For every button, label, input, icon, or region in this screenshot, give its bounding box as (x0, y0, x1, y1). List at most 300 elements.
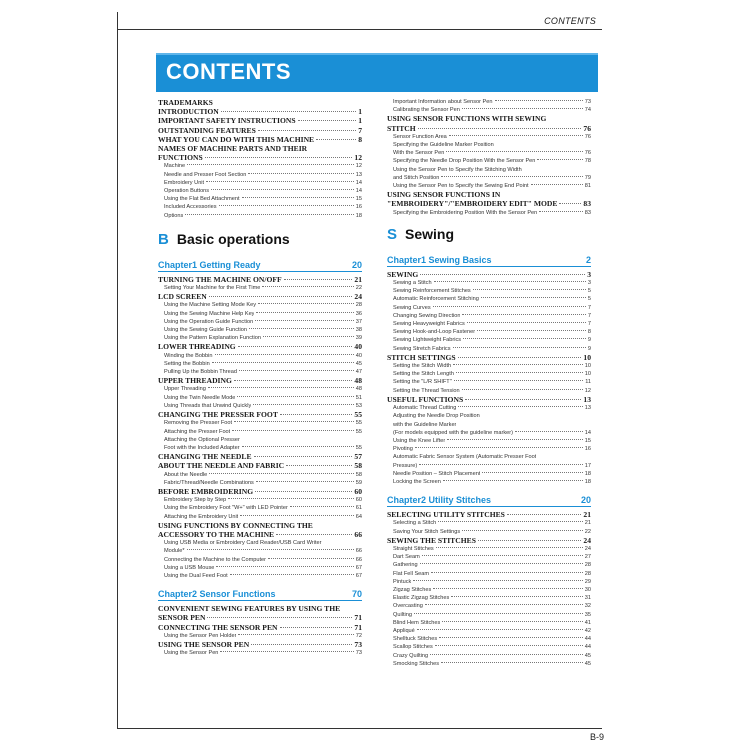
toc-entry[interactable] (387, 124, 591, 133)
entry-page: 31 (584, 595, 591, 602)
dot-leader (254, 456, 353, 457)
entry-page: 16 (584, 446, 591, 453)
toc-subentry[interactable] (387, 98, 591, 106)
section-name: Basic operations (176, 230, 290, 247)
toc-entry[interactable] (158, 153, 362, 162)
entry-page: 76 (583, 123, 591, 133)
toc-subentry[interactable] (387, 602, 591, 610)
chapter-title: Chapter2 Sensor Functions (158, 589, 276, 600)
toc-entry[interactable] (158, 107, 362, 116)
toc-entry[interactable] (158, 98, 362, 107)
entry-page: 1 (358, 116, 362, 126)
dot-leader (284, 279, 353, 280)
entry-page: 58 (354, 461, 362, 471)
toc-subentry[interactable] (387, 528, 591, 536)
entry-title: Sewing a Stitch (393, 280, 432, 287)
dot-leader (253, 404, 354, 405)
toc-subentry[interactable] (158, 428, 362, 436)
entry-page: 29 (584, 578, 591, 585)
dot-leader (255, 491, 352, 492)
entry-page: 18 (355, 212, 362, 219)
entry-title: with the Guideline Marker (393, 421, 457, 428)
entry-page: 12 (584, 387, 591, 394)
entry-title: USEFUL FUNCTIONS (387, 394, 464, 404)
dot-leader (415, 447, 583, 448)
toc-subentry[interactable] (158, 419, 362, 427)
entry-title: Pressure) (393, 462, 418, 469)
toc-subentry[interactable] (387, 345, 591, 353)
toc-subentry[interactable] (387, 429, 591, 437)
dot-leader (438, 521, 583, 522)
entry-page: 7 (587, 304, 591, 311)
entry-title: Using the Machine Setting Mode Key (164, 302, 257, 309)
dot-leader (255, 320, 354, 321)
entry-page: 15 (355, 196, 362, 203)
entry-page: 48 (355, 386, 362, 393)
entry-title: Attaching the Presser Foot (164, 428, 231, 435)
toc-subentry[interactable] (387, 519, 591, 527)
entry-page: 14 (355, 188, 362, 195)
toc-subentry[interactable] (387, 209, 591, 217)
entry-title: Automatic Fabric Sensor System (Automatic Presser Foot (393, 454, 537, 461)
dot-leader (234, 380, 353, 381)
front-matter-list (158, 98, 362, 220)
dot-leader (286, 465, 352, 466)
entry-title: Machine (164, 163, 186, 170)
toc-subentry[interactable] (158, 385, 362, 393)
entry-title: FUNCTIONS (158, 153, 203, 163)
entry-page: 21 (354, 274, 362, 284)
toc-subentry[interactable] (158, 496, 362, 504)
dot-leader (531, 184, 583, 185)
entry-page: 13 (583, 394, 591, 404)
toc-subentry[interactable] (387, 594, 591, 602)
entry-page: 14 (584, 429, 591, 436)
dot-leader (443, 480, 583, 481)
entry-title: Automatic Thread Cutting (393, 405, 457, 412)
toc-subentry[interactable] (387, 336, 591, 344)
dot-leader (215, 354, 354, 355)
toc-subentry[interactable] (387, 362, 591, 370)
entry-page: 48 (354, 376, 362, 386)
entry-page: 71 (354, 622, 362, 632)
chapter-title: Chapter2 Utility Stitches (387, 495, 492, 506)
toc-entry[interactable] (158, 521, 362, 530)
entry-title: Options (164, 212, 184, 219)
dot-leader (262, 286, 353, 287)
toc-entry[interactable] (158, 613, 362, 622)
entry-page: 37 (355, 318, 362, 325)
toc-entry[interactable] (387, 395, 591, 404)
toc-subentry[interactable] (387, 295, 591, 303)
entry-title: Included Accessories (164, 204, 217, 211)
dot-leader (419, 464, 583, 465)
dot-leader (298, 120, 357, 121)
dot-leader (422, 555, 583, 556)
toc-subentry[interactable] (158, 368, 362, 376)
toc-entry[interactable] (158, 640, 362, 649)
toc-subentry[interactable] (158, 195, 362, 203)
entry-title: LCD SCREEN (158, 292, 207, 302)
dot-leader (456, 372, 583, 373)
dot-leader (316, 139, 356, 140)
toc-subentry[interactable] (158, 471, 362, 479)
toc-subentry[interactable] (387, 174, 591, 182)
dot-leader (515, 431, 583, 432)
toc-subentry[interactable] (387, 404, 591, 412)
toc-entry[interactable] (387, 510, 591, 519)
toc-entry[interactable] (158, 604, 362, 613)
toc-subentry[interactable] (158, 212, 362, 220)
dot-leader (539, 211, 582, 212)
toc-entry[interactable] (158, 461, 362, 470)
toc-subentry[interactable] (387, 545, 591, 553)
dot-leader (463, 338, 586, 339)
entry-title: Foot with the Included Adapter (164, 444, 240, 451)
toc-subentry[interactable] (158, 513, 362, 521)
toc-entry[interactable] (158, 342, 362, 351)
dot-leader (232, 430, 354, 431)
entry-title: Gathering (393, 562, 418, 569)
banner-title: CONTENTS (166, 59, 291, 84)
toc-subentry[interactable] (387, 652, 591, 660)
toc-subentry[interactable] (387, 453, 591, 461)
dot-leader (420, 563, 583, 564)
toc-subentry[interactable] (158, 444, 362, 452)
dot-leader (238, 346, 353, 347)
dot-leader (280, 627, 353, 628)
dot-leader (221, 111, 356, 112)
toc-subentry[interactable] (387, 106, 591, 114)
entry-page: 72 (355, 632, 362, 639)
toc-subentry[interactable] (387, 387, 591, 395)
entry-title: Setting the Stitch Width (393, 363, 452, 370)
toc-subentry[interactable] (158, 394, 362, 402)
dot-leader (420, 274, 585, 275)
entry-page: 73 (354, 639, 362, 649)
left-column (158, 98, 362, 657)
entry-page: 79 (584, 174, 591, 181)
entry-title: Setting the "L/R SHIFT" (393, 379, 452, 386)
entry-title: Adjusting the Needle Drop Position (393, 413, 480, 420)
toc-entry[interactable] (387, 190, 591, 199)
toc-subentry[interactable] (158, 360, 362, 368)
toc-subentry[interactable] (158, 649, 362, 657)
toc-subentry[interactable] (387, 586, 591, 594)
chapter-heading-sewing-basics[interactable] (387, 255, 591, 267)
entry-page: 67 (355, 564, 362, 571)
toc-entry[interactable] (158, 487, 362, 496)
toc-entry[interactable] (158, 376, 362, 385)
entry-page: 5 (587, 296, 591, 303)
entry-title: UPPER THREADING (158, 376, 232, 386)
entry-page: 13 (355, 171, 362, 178)
toc-subentry[interactable] (158, 504, 362, 512)
toc-subentry[interactable] (158, 352, 362, 360)
entry-page: 7 (358, 125, 362, 135)
dot-leader (465, 399, 581, 400)
toc-subentry[interactable] (387, 320, 591, 328)
entry-page: 10 (584, 371, 591, 378)
toc-subentry[interactable] (158, 436, 362, 444)
dot-leader (242, 446, 354, 447)
entry-page: 17 (584, 462, 591, 469)
toc-subentry[interactable] (387, 470, 591, 478)
entry-page: 27 (584, 554, 591, 561)
toc-subentry[interactable] (387, 437, 591, 445)
entry-title: With the Sensor Pen (393, 150, 445, 157)
toc-subentry[interactable] (158, 162, 362, 170)
toc-subentry[interactable] (387, 660, 591, 668)
entry-title: Using the Embroidery Foot "W+" with LED Pointer (164, 505, 288, 512)
entry-title: Calibrating the Sensor Pen (393, 107, 460, 114)
entry-page: 22 (584, 528, 591, 535)
entry-title: LOWER THREADING (158, 342, 236, 352)
dot-leader (507, 514, 582, 515)
toc-subentry[interactable] (158, 301, 362, 309)
entry-title: SELECTING UTILITY STITCHES (387, 510, 505, 520)
dot-leader (207, 617, 352, 618)
entry-page: 55 (355, 444, 362, 451)
toc-subentry[interactable] (387, 619, 591, 627)
toc-subentry[interactable] (387, 141, 591, 149)
toc-subentry[interactable] (387, 462, 591, 470)
toc-subentry[interactable] (387, 445, 591, 453)
entry-title: and Stitch Position (393, 174, 440, 181)
entry-page: 35 (584, 611, 591, 618)
toc-subentry[interactable] (158, 318, 362, 326)
dot-leader (413, 580, 582, 581)
entry-page: 32 (584, 603, 591, 610)
entry-title: Overcasting (393, 603, 423, 610)
toc-entry[interactable] (387, 353, 591, 362)
entry-title: Smocking Stitches (393, 660, 440, 667)
toc-entry[interactable] (387, 270, 591, 279)
dot-leader (462, 314, 585, 315)
toc-subentry[interactable] (387, 635, 591, 643)
toc-subentry[interactable] (158, 572, 362, 580)
entry-page: 74 (584, 107, 591, 114)
entry-page: 8 (587, 329, 591, 336)
entry-title: Needle Position – Stitch Placement (393, 470, 481, 477)
dot-leader (442, 621, 583, 622)
toc-subentry[interactable] (387, 421, 591, 429)
toc-entry[interactable] (158, 292, 362, 301)
toc-subentry[interactable] (158, 334, 362, 342)
entry-title: CONVENIENT SEWING FEATURES BY USING THE (158, 604, 341, 614)
toc-entry[interactable] (387, 199, 591, 208)
entry-title: Winding the Bobbin (164, 352, 213, 359)
entry-title: Using the Sewing Machine Help Key (164, 310, 255, 317)
toc-subentry[interactable] (387, 412, 591, 420)
entry-title: Blind Hem Stitches (393, 619, 441, 626)
entry-title: Operation Buttons (164, 188, 210, 195)
entry-title: NAMES OF MACHINE PARTS AND THEIR (158, 144, 308, 154)
toc-subentry[interactable] (158, 187, 362, 195)
entry-title: Important Information about Sensor Pen (393, 99, 493, 105)
section-letter: S (387, 225, 398, 243)
entry-title: Automatic Reinforcement Stitching (393, 296, 479, 303)
chapter-heading-utility-stitches[interactable] (387, 495, 591, 507)
chapter-heading-sensor-functions[interactable] (158, 589, 362, 601)
toc-subentry[interactable] (387, 133, 591, 141)
entry-title: Module* (164, 548, 185, 555)
toc-subentry[interactable] (387, 478, 591, 486)
dot-leader (449, 135, 583, 136)
toc-subentry[interactable] (387, 304, 591, 312)
toc-entry[interactable] (158, 144, 362, 153)
toc-subentry[interactable] (387, 578, 591, 586)
entry-title: Using USB Media or Embroidery Card Reader/USB Card Writer (164, 540, 322, 547)
entry-page: 12 (355, 163, 362, 170)
toc-subentry[interactable] (387, 287, 591, 295)
entry-page: 83 (584, 209, 591, 216)
toc-entry[interactable] (158, 530, 362, 539)
entry-page: 83 (583, 199, 591, 209)
entry-page: 7 (587, 312, 591, 319)
dot-leader (441, 662, 583, 663)
toc-entry[interactable] (158, 126, 362, 135)
entry-page: 73 (584, 99, 591, 105)
toc-subentry[interactable] (387, 312, 591, 320)
dot-leader (447, 439, 583, 440)
toc-entry[interactable] (158, 410, 362, 419)
dot-leader (495, 100, 583, 101)
entry-title: Setting the Thread Tension (393, 387, 460, 394)
toc-subentry[interactable] (387, 370, 591, 378)
entry-page: 12 (354, 153, 362, 163)
entry-title: Sewing Reinforcement Stitches (393, 288, 471, 295)
toc-subentry[interactable] (387, 182, 591, 190)
entry-page: 55 (355, 428, 362, 435)
entry-title: Setting Your Machine for the First Time (164, 285, 261, 292)
toc-subentry[interactable] (387, 378, 591, 386)
entry-title: Using the Sensor Pen Holder (164, 632, 237, 639)
dot-leader (206, 181, 354, 182)
toc-entry[interactable] (387, 114, 591, 123)
entry-page: 45 (355, 360, 362, 367)
entry-title: Setting the Bobbin (164, 360, 210, 367)
entry-page: 81 (584, 183, 591, 190)
chapter-page: 2 (585, 254, 591, 265)
entry-title: USING FUNCTIONS BY CONNECTING THE (158, 520, 313, 530)
toc-subentry[interactable] (158, 179, 362, 187)
toc-subentry[interactable] (158, 402, 362, 410)
toc-subentry[interactable] (158, 564, 362, 572)
toc-entry[interactable] (158, 623, 362, 632)
entry-title: Using the Dual Feed Foot (164, 572, 228, 579)
entry-page: 76 (584, 150, 591, 157)
entry-page: 66 (354, 529, 362, 539)
dot-leader (417, 629, 583, 630)
toc-subentry[interactable] (387, 166, 591, 174)
toc-entry[interactable] (158, 452, 362, 461)
dot-leader (258, 130, 356, 131)
toc-entry[interactable] (158, 135, 362, 144)
entry-page: 40 (355, 352, 362, 359)
entry-title: Using the Sensor Pen to Specify the Sewing End Point (393, 183, 529, 190)
entry-page: 57 (354, 452, 362, 462)
toc-entry[interactable] (158, 275, 362, 284)
dot-leader (219, 205, 354, 206)
entry-title: OUTSTANDING FEATURES (158, 125, 256, 135)
entry-page: 45 (584, 660, 591, 667)
dot-leader (205, 157, 353, 158)
dot-leader (211, 189, 354, 190)
toc-subentry[interactable] (158, 284, 362, 292)
dot-leader (441, 176, 582, 177)
entry-title: TURNING THE MACHINE ON/OFF (158, 274, 282, 284)
chapter-page: 20 (351, 259, 362, 270)
entry-page: 76 (584, 133, 591, 140)
dot-leader (248, 173, 353, 174)
entry-title: USING SENSOR FUNCTIONS IN (387, 190, 501, 200)
entry-title: USING THE SENSOR PEN (158, 639, 250, 649)
dot-leader (458, 357, 582, 358)
entry-title: SENSOR PEN (158, 613, 206, 623)
toc-subentry[interactable] (387, 611, 591, 619)
toc-subentry[interactable] (387, 279, 591, 287)
toc-subentry[interactable] (158, 326, 362, 334)
entry-title: Using the Knee Lifter (393, 437, 446, 444)
toc-subentry[interactable] (387, 328, 591, 336)
toc-subentry[interactable] (158, 556, 362, 564)
toc-subentry[interactable] (387, 643, 591, 651)
toc-subentry[interactable] (387, 570, 591, 578)
dot-leader (462, 389, 583, 390)
toc-subentry[interactable] (158, 632, 362, 640)
entry-page: 73 (355, 650, 362, 657)
entry-page: 10 (583, 352, 591, 362)
dot-leader (425, 604, 583, 605)
toc-subentry[interactable] (158, 171, 362, 179)
entry-title: ABOUT THE NEEDLE AND FABRIC (158, 461, 285, 471)
entry-page: 51 (355, 394, 362, 401)
entry-title: USING SENSOR FUNCTIONS WITH SEWING (387, 114, 547, 124)
section-heading-sewing (387, 226, 591, 243)
toc-subentry[interactable] (387, 149, 591, 157)
dot-leader (453, 347, 586, 348)
toc-subentry[interactable] (158, 203, 362, 211)
dot-leader (537, 159, 582, 160)
toc-subentry[interactable] (158, 539, 362, 547)
toc-entry[interactable] (158, 116, 362, 125)
chapter-heading-getting-ready[interactable] (158, 260, 362, 272)
chapter-page: 70 (351, 589, 362, 600)
toc-subentry[interactable] (387, 561, 591, 569)
entry-page: 44 (584, 644, 591, 651)
toc-subentry[interactable] (387, 627, 591, 635)
chapter-entries-sewing-basics (387, 270, 591, 486)
dot-leader (212, 362, 354, 363)
toc-subentry[interactable] (387, 157, 591, 165)
entry-title: Removing the Presser Foot (164, 420, 233, 427)
toc-subentry[interactable] (158, 310, 362, 318)
entry-page: 3 (587, 280, 591, 287)
toc-subentry[interactable] (387, 553, 591, 561)
dot-leader (228, 498, 354, 499)
entry-page: 21 (583, 510, 591, 520)
dot-leader (258, 303, 354, 304)
entry-page: 60 (354, 486, 362, 496)
contents-banner (156, 53, 598, 92)
entry-title: Straight Stitches (393, 545, 434, 552)
dot-leader (482, 472, 582, 473)
toc-subentry[interactable] (158, 479, 362, 487)
entry-page: 5 (587, 288, 591, 295)
toc-subentry[interactable] (158, 547, 362, 555)
toc-entry[interactable] (387, 536, 591, 545)
